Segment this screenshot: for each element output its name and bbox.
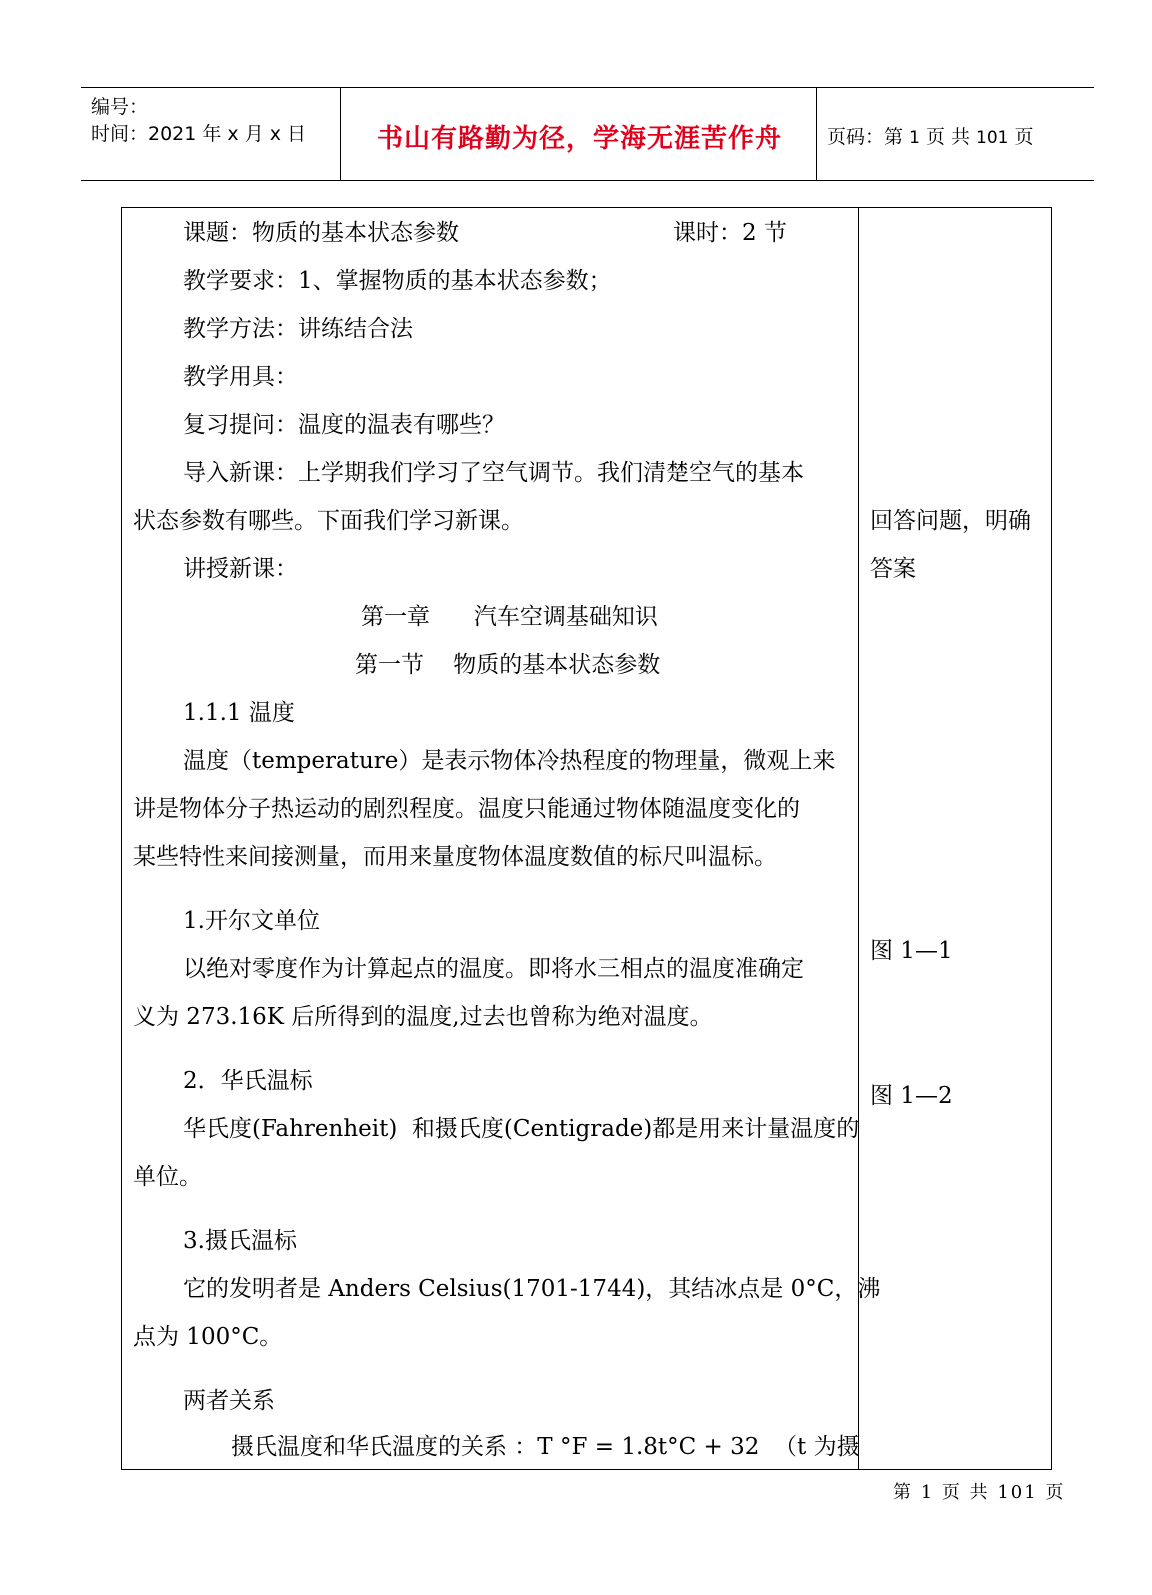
side-note-answer-1: 回答问题，明确 (870, 508, 1031, 534)
paragraph-line: 以绝对零度作为计算起点的温度。即将水三相点的温度准确定 (183, 956, 804, 982)
page-current: 1 (909, 128, 920, 148)
time-label: 时间：2021 年 x 月 x 日 (91, 123, 307, 145)
lesson-hours: 课时：2 节 (673, 220, 787, 246)
relation-heading: 两者关系 (183, 1388, 275, 1414)
side-note-answer-2: 答案 (870, 556, 916, 582)
page-total: 101 (976, 128, 1009, 148)
paragraph-line: 华氏度(Fahrenheit) 和摄氏度(Centigrade)都是用来计量温度的 (183, 1116, 860, 1142)
paragraph-line: 单位。 (133, 1164, 202, 1190)
paragraph-line: 点为 100°C。 (133, 1324, 283, 1350)
celsius-heading: 3.摄氏温标 (183, 1228, 297, 1254)
figure-ref-2: 图 1—2 (870, 1083, 953, 1109)
page-footer: 第 1 页 共 101 页 (893, 1482, 1066, 1503)
paragraph-line: 温度（temperature）是表示物体冷热程度的物理量，微观上来 (183, 748, 836, 774)
review-question: 复习提问：温度的温表有哪些？ (183, 412, 505, 438)
teaching-method: 教学方法：讲练结合法 (183, 316, 413, 342)
subsection-title: 1.1.1 温度 (183, 700, 295, 726)
new-lesson-label: 讲授新课： (183, 556, 298, 582)
header-page-number (827, 122, 1034, 149)
fahrenheit-heading: 2．华氏温标 (183, 1068, 313, 1094)
page-header (81, 87, 1094, 181)
header-meta (91, 94, 306, 148)
lesson-topic: 课题：物质的基本状态参数 (183, 220, 459, 246)
intro-line-2: 状态参数有哪些。下面我们学习新课。 (133, 508, 524, 534)
figure-ref-1: 图 1—1 (870, 938, 953, 964)
paragraph-line: 它的发明者是 Anders Celsius(1701-1744)，其结冰点是 0°C，沸 (183, 1276, 881, 1302)
teaching-requirements: 教学要求：1、掌握物质的基本状态参数； (183, 268, 612, 294)
paragraph-line: 讲是物体分子热运动的剧烈程度。温度只能通过物体随温度变化的 (133, 796, 800, 822)
motto: 书山有路勤为径，学海无涯苦作舟 (376, 124, 782, 154)
teaching-tools: 教学用具： (183, 364, 298, 390)
code-label: 编号： (91, 96, 149, 118)
page-prefix: 页码：第 (827, 126, 904, 148)
paragraph-line: 义为 273.16K 后所得到的温度,过去也曾称为绝对温度。 (133, 1004, 713, 1030)
relation-formula: 摄氏温度和华氏温度的关系 ：T °F = 1.8t°C + 32 （t 为摄 (231, 1434, 860, 1460)
chapter-title: 第一章 汽车空调基础知识 (361, 604, 658, 630)
intro-line-1: 导入新课：上学期我们学习了空气调节。我们清楚空气的基本 (183, 460, 804, 486)
page-mid: 页 共 (925, 126, 970, 148)
paragraph-line: 某些特性来间接测量，而用来量度物体温度数值的标尺叫温标。 (133, 844, 777, 870)
section-title: 第一节 物质的基本状态参数 (355, 652, 661, 678)
kelvin-heading: 1.开尔文单位 (183, 908, 320, 934)
page-suffix: 页 (1014, 126, 1034, 148)
